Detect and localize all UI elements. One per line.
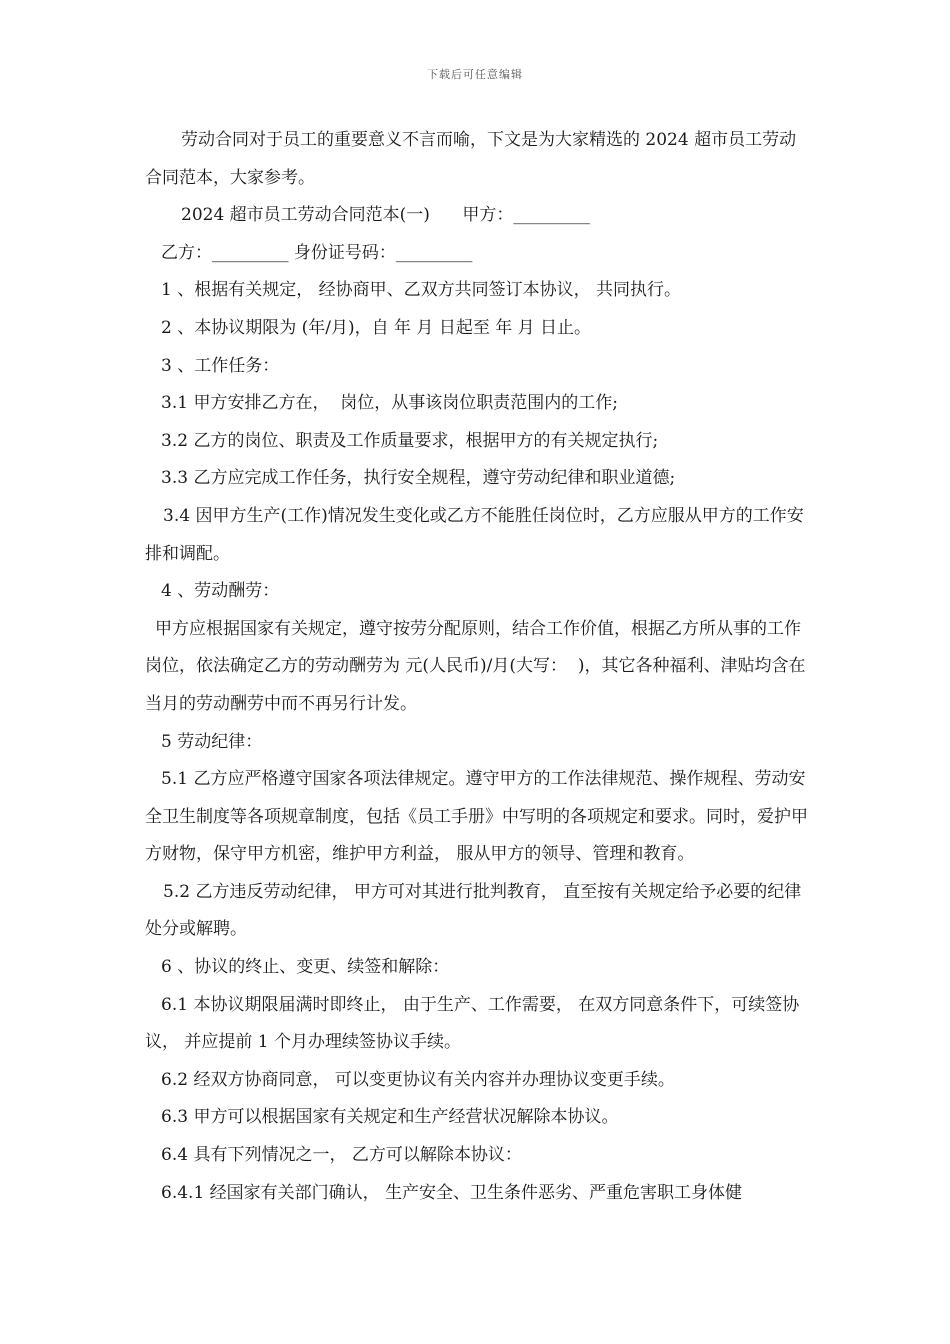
page-header-note: 下载后可任意编辑 [427, 68, 523, 81]
clause-6-4-1: 6.4.1 经国家有关部门确认， 生产安全、卫生条件恶劣、严重危害职工身体健 [161, 1182, 743, 1203]
clause-5-1: 5.1 乙方应严格遵守国家各项法律规定。遵守甲方的工作法律规范、操作规程、劳动安全卫生制度等各项规章制度，包括《员工手册》中写明的各项规定和要求。同时，爱护甲方财物，保守甲方机密，维护甲方利益， 服从甲方的领导、管理和教育。 [145, 769, 808, 865]
clause-5-heading: 5 劳动纪律： [161, 731, 263, 752]
clause-6-heading: 6 、协议的终止、变更、续签和解除： [161, 957, 450, 978]
clause-3-4: 3.4 因甲方生产(工作)情况发生变化或乙方不能胜任岗位时，乙方应服从甲方的工作安排和调配。 [145, 505, 804, 564]
clause-2: 2 、本协议期限为 (年/月)，自 年 月 日起至 年 月 日止。 [161, 317, 592, 338]
party-b-line: 乙方：_________ 身份证号码：_________ [161, 242, 473, 263]
clause-6-2: 6.2 经双方协商同意， 可以变更协议有关内容并办理协议变更手续。 [161, 1069, 675, 1090]
clause-3-1: 3.1 甲方安排乙方在， 岗位，从事该岗位职责范围内的工作; [161, 393, 618, 414]
clause-6-1: 6.1 本协议期限届满时即终止， 由于生产、工作需要， 在双方同意条件下，可续签协议， 并应提前 1 个月办理续签协议手续。 [145, 994, 800, 1053]
intro-paragraph: 劳动合同对于员工的重要意义不言而喻，下文是为大家精选的 2024 超市员工劳动合同范本，大家参考。 [145, 130, 797, 188]
clause-1: 1 、根据有关规定， 经协商甲、乙双方共同签订本协议， 共同执行。 [161, 280, 682, 301]
clause-3-2: 3.2 乙方的岗位、职责及工作质量要求，根据甲方的有关规定执行; [161, 430, 659, 451]
clause-6-4: 6.4 具有下列情况之一， 乙方可以解除本协议： [161, 1145, 522, 1166]
clause-4-body: 甲方应根据国家有关规定，遵守按劳分配原则，结合工作价值，根据乙方所从事的工作岗位，依法确定乙方的劳动酬劳为 元(人民币)/月(大写： )，其它各种福利、津贴均含在当月的劳动酬劳中而不再另行计发。 [145, 618, 806, 714]
clause-3-3: 3.3 乙方应完成工作任务，执行安全规程，遵守劳动纪律和职业道德; [161, 468, 676, 489]
document-body [145, 122, 810, 1212]
clause-6-3: 6.3 甲方可以根据国家有关规定和生产经营状况解除本协议。 [161, 1107, 619, 1128]
clause-5-2: 5.2 乙方违反劳动纪律， 甲方可对其进行批判教育， 直至按有关规定给予必要的纪律处分或解聘。 [145, 881, 802, 940]
clause-3-heading: 3 、工作任务： [161, 355, 280, 376]
contract-title-line: 2024 超市员工劳动合同范本(一) 甲方：_________ [181, 205, 590, 226]
clause-4-heading: 4 、劳动酬劳： [161, 581, 280, 602]
